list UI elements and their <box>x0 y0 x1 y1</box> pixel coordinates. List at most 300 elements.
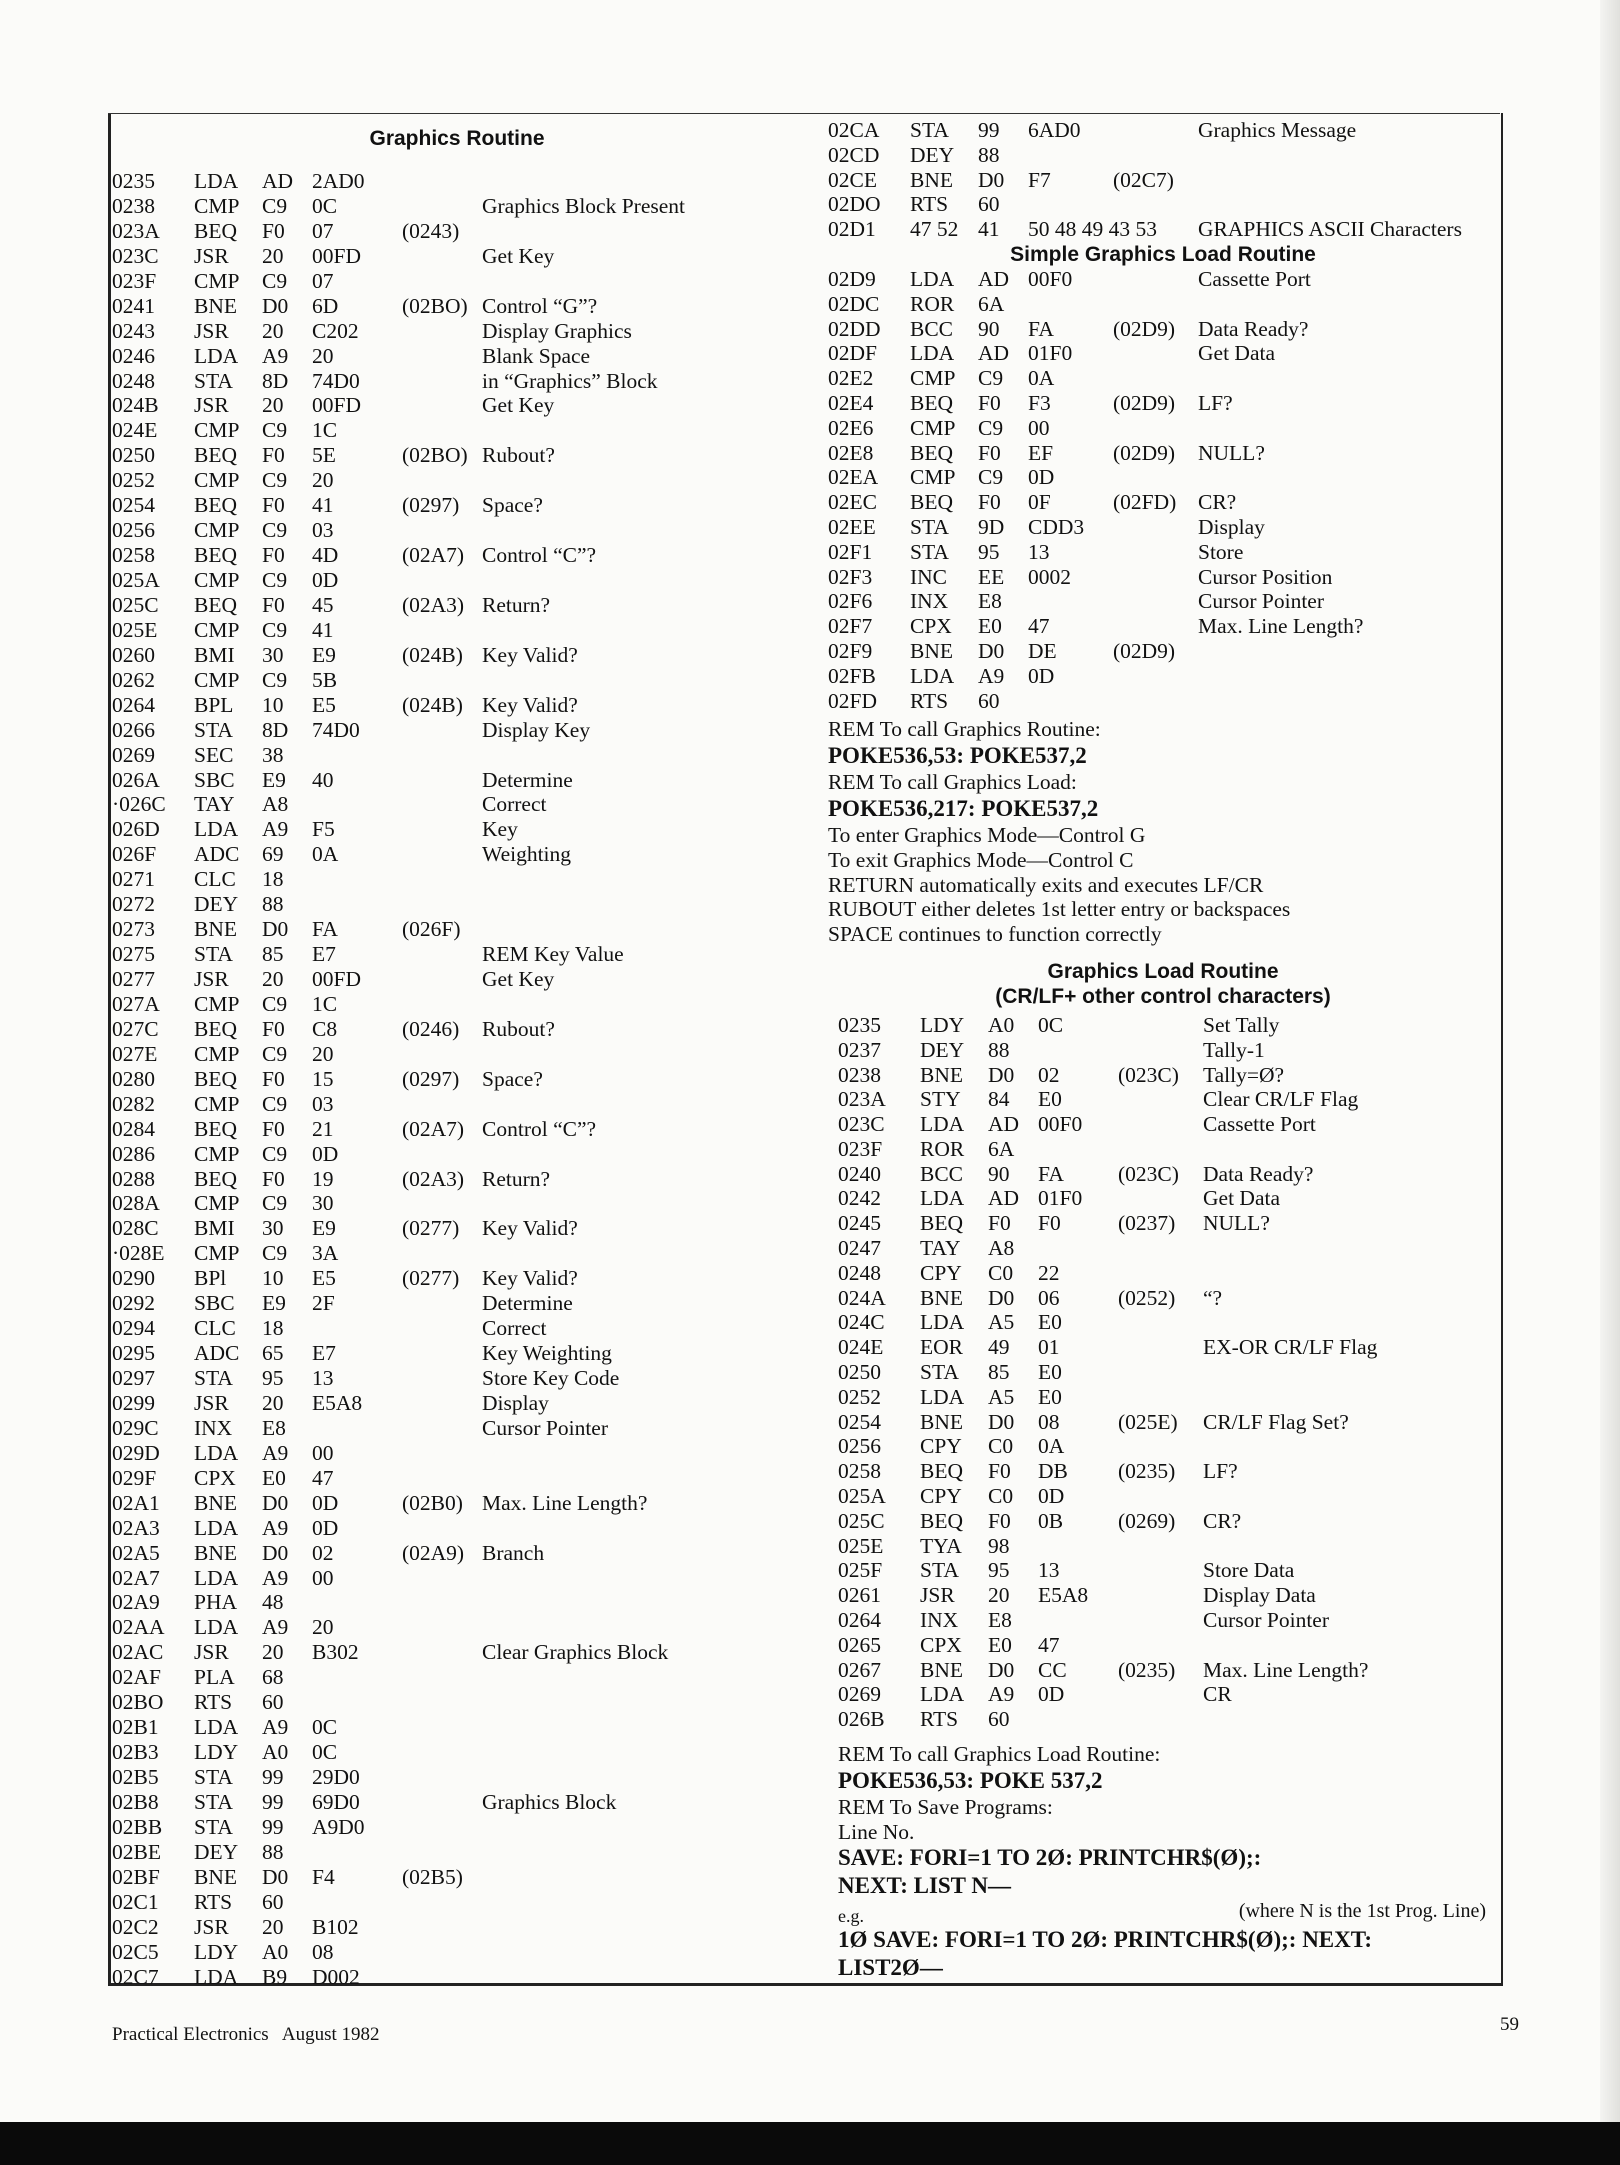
address: 0243 <box>112 318 155 343</box>
example-line2: LIST2Ø— <box>838 1955 943 1981</box>
mnemonic: RTS <box>920 1707 959 1732</box>
listing-row <box>112 568 802 593</box>
operand: 13 <box>1038 1558 1060 1583</box>
mnemonic: STA <box>194 1814 233 1839</box>
address: 02F3 <box>828 564 873 589</box>
opcode: C0 <box>988 1484 1014 1509</box>
address: 026A <box>112 767 160 792</box>
operand: 6D <box>312 293 339 318</box>
branch-target: (02D9) <box>1113 638 1176 663</box>
mnemonic: BCC <box>920 1161 964 1186</box>
address: 025C <box>838 1508 885 1533</box>
address: 026F <box>112 842 157 867</box>
listing-row <box>828 1335 1498 1360</box>
listing-row <box>828 1162 1498 1187</box>
opcode: 20 <box>262 318 284 343</box>
opcode: 30 <box>262 1216 284 1241</box>
listing-row <box>828 366 1498 391</box>
listing-row <box>112 817 802 842</box>
opcode: 8D <box>262 717 289 742</box>
frame-top-rule <box>108 113 1500 114</box>
listing-row <box>828 391 1498 416</box>
opcode: 85 <box>988 1360 1010 1385</box>
listing-row <box>828 416 1498 441</box>
mnemonic: LDA <box>910 266 955 291</box>
mnemonic: LDY <box>194 1740 239 1765</box>
address: 025F <box>838 1558 883 1583</box>
operand: 0D <box>312 568 339 592</box>
address: 024A <box>838 1285 886 1310</box>
mnemonic: BNE <box>194 1490 237 1515</box>
operand: FA <box>312 917 338 942</box>
address: 0284 <box>112 1116 155 1141</box>
opcode: A9 <box>262 1515 289 1540</box>
operand: F3 <box>1028 390 1051 415</box>
opcode: A0 <box>262 1740 289 1765</box>
mnemonic: LDA <box>194 169 239 193</box>
mnemonic: LDA <box>194 1964 239 1989</box>
mnemonic: ROR <box>920 1136 965 1161</box>
comment: Cursor Position <box>1198 564 1333 589</box>
opcode: C9 <box>262 193 288 218</box>
mnemonic: STA <box>194 368 233 393</box>
comment: NULL? <box>1198 440 1265 465</box>
address: 02B1 <box>112 1715 159 1740</box>
address: 0265 <box>838 1632 881 1657</box>
address: 0269 <box>838 1682 881 1707</box>
comment: “? <box>1203 1285 1223 1310</box>
opcode: F0 <box>988 1508 1011 1533</box>
simple-load-heading: Simple Graphics Load Routine <box>1010 242 1316 266</box>
branch-target: (02BO) <box>402 293 468 318</box>
poke-call-load: POKE536,217: POKE537,2 <box>828 795 1099 821</box>
address: 0264 <box>112 692 155 717</box>
opcode: E0 <box>262 1465 286 1490</box>
usage-notes <box>828 717 1498 947</box>
operand: 19 <box>312 1166 334 1191</box>
listing-row <box>112 1466 802 1491</box>
opcode: C9 <box>262 617 288 642</box>
listing-row <box>828 1558 1498 1583</box>
mnemonic: ADC <box>194 842 240 867</box>
listing-row <box>112 1665 802 1690</box>
operand: 0C <box>312 1740 338 1765</box>
opcode: C9 <box>262 268 288 293</box>
graphics-message-listing <box>828 118 1498 242</box>
operand: 0F <box>1028 490 1051 515</box>
listing-row <box>828 1236 1498 1261</box>
opcode: AD <box>988 1186 1020 1211</box>
opcode: C9 <box>262 468 288 493</box>
opcode: F0 <box>988 1211 1011 1236</box>
listing-row <box>828 1608 1498 1633</box>
address: 02F7 <box>828 614 873 639</box>
mnemonic: BEQ <box>194 1116 237 1141</box>
comment: Weighting <box>482 842 572 867</box>
listing-row <box>828 1410 1498 1435</box>
address: 026B <box>838 1707 885 1732</box>
comment: Max. Line Length? <box>1198 614 1364 639</box>
operand: 0D <box>312 1490 339 1515</box>
address: 0248 <box>838 1260 881 1285</box>
operand: 00 <box>312 1565 334 1590</box>
address: 02F9 <box>828 638 873 663</box>
comment: Display Data <box>1203 1583 1316 1608</box>
opcode: D0 <box>978 638 1005 663</box>
address: 02C7 <box>112 1964 159 1989</box>
listing-row <box>112 792 802 817</box>
address: 0295 <box>112 1341 155 1366</box>
comment: Clear Graphics Block <box>482 1640 669 1665</box>
rem-save-programs: REM To Save Programs: <box>838 1794 1053 1819</box>
left-column <box>112 118 802 1989</box>
mnemonic: STY <box>920 1087 961 1112</box>
listing-row <box>112 668 802 693</box>
opcode: 98 <box>988 1533 1010 1558</box>
line-no-label: Line No. <box>838 1819 915 1844</box>
listing-row <box>828 1038 1498 1063</box>
opcode: C9 <box>262 991 288 1016</box>
address: 02CA <box>828 118 880 142</box>
listing-row <box>112 768 802 793</box>
comment: Store <box>1198 539 1244 564</box>
listing-row <box>112 1566 802 1591</box>
listing-row <box>112 169 802 194</box>
comment: Data Ready? <box>1203 1161 1314 1186</box>
address: 02D1 <box>828 217 876 242</box>
mnemonic: STA <box>910 514 949 539</box>
address: 02CD <box>828 142 880 167</box>
address: 0256 <box>838 1434 881 1459</box>
mnemonic: CMP <box>194 667 240 692</box>
address: 02DD <box>828 316 881 341</box>
address: 0294 <box>112 1316 155 1341</box>
address: 027C <box>112 1016 159 1041</box>
branch-target: (02A9) <box>402 1540 465 1565</box>
comment: in “Graphics” Block <box>482 368 658 393</box>
listing-row <box>112 942 802 967</box>
mnemonic: PHA <box>194 1590 238 1615</box>
operand: FA <box>1038 1161 1064 1186</box>
operand: 0002 <box>1028 564 1071 589</box>
listing-row <box>828 1360 1498 1385</box>
mnemonic: CPX <box>920 1632 962 1657</box>
operand: 02 <box>312 1540 334 1565</box>
listing-row <box>112 867 802 892</box>
operand: C8 <box>312 1016 338 1041</box>
mnemonic: BPl <box>194 1266 227 1291</box>
branch-target: (02B5) <box>402 1864 463 1889</box>
operand: 0A <box>1038 1434 1065 1459</box>
address: 02DC <box>828 291 880 316</box>
opcode: 95 <box>262 1366 284 1390</box>
operand: D002 <box>312 1964 360 1989</box>
opcode: 90 <box>978 316 1000 341</box>
listing-row <box>112 842 802 867</box>
mnemonic: BNE <box>910 638 953 663</box>
opcode: 41 <box>978 217 1000 242</box>
mnemonic: LDA <box>194 1440 239 1465</box>
comment: Display <box>1198 514 1265 539</box>
listing-row <box>112 1191 802 1216</box>
address: 024B <box>112 393 159 418</box>
listing-row <box>112 1017 802 1042</box>
operand: C202 <box>312 318 359 343</box>
listing-row <box>112 1067 802 1092</box>
address: 0256 <box>112 518 155 543</box>
branch-target: (02C7) <box>1113 167 1174 192</box>
branch-target: (02B0) <box>402 1490 463 1515</box>
address: 023F <box>112 268 157 293</box>
opcode: C9 <box>262 418 288 443</box>
mnemonic: STA <box>194 1789 233 1814</box>
comment: Key Valid? <box>482 1216 578 1241</box>
comment: Display Graphics <box>482 318 632 343</box>
comment: CR <box>1203 1682 1232 1707</box>
mnemonic: PLA <box>194 1665 235 1690</box>
note-enter-mode: To enter Graphics Mode—Control G <box>828 822 1146 847</box>
comment: Key <box>482 817 518 842</box>
poke-call-load-routine: POKE536,53: POKE 537,2 <box>838 1767 1103 1793</box>
listing-row <box>112 543 802 568</box>
opcode: E8 <box>988 1608 1012 1633</box>
operand: 20 <box>312 1041 334 1066</box>
mnemonic: RTS <box>194 1690 233 1715</box>
listing-row <box>828 341 1498 366</box>
comment: LF? <box>1198 390 1233 415</box>
mnemonic: LDY <box>920 1012 965 1037</box>
mnemonic: BEQ <box>194 443 237 468</box>
listing-row <box>112 1640 802 1665</box>
opcode: C9 <box>262 1241 288 1266</box>
address: 02B5 <box>112 1765 159 1789</box>
comment: Key Valid? <box>482 692 578 717</box>
address: 024E <box>838 1335 884 1360</box>
comment: CR? <box>1198 490 1237 515</box>
opcode: A9 <box>262 1615 289 1640</box>
address: 02E6 <box>828 415 874 440</box>
opcode: C9 <box>262 1191 288 1216</box>
operand: 15 <box>312 1066 334 1091</box>
opcode: C9 <box>262 1041 288 1066</box>
address: 02A9 <box>112 1590 160 1615</box>
opcode: E0 <box>988 1632 1012 1657</box>
address: 02C5 <box>112 1939 159 1964</box>
comment: Branch <box>482 1540 545 1565</box>
mnemonic: ADC <box>194 1341 240 1366</box>
opcode: 38 <box>262 742 284 767</box>
note-space: SPACE continues to function correctly <box>828 922 1162 947</box>
operand: 0A <box>1028 366 1055 391</box>
mnemonic: CLC <box>194 1316 236 1341</box>
address: 029D <box>112 1440 160 1465</box>
opcode: C9 <box>978 366 1004 391</box>
comment: Get Data <box>1203 1186 1281 1211</box>
address: 02EA <box>828 465 879 490</box>
address: 023F <box>838 1136 883 1161</box>
listing-row <box>828 689 1498 714</box>
opcode: C9 <box>262 1091 288 1116</box>
branch-target: (02BO) <box>402 443 468 468</box>
example-line1: 1Ø SAVE: FORI=1 TO 2Ø: PRINTCHR$(Ø);: NEXT: <box>838 1927 1373 1953</box>
listing-row <box>112 393 802 418</box>
mnemonic: CMP <box>194 418 240 443</box>
listing-row <box>112 1416 802 1441</box>
address: 02EE <box>828 514 876 539</box>
comment: Rubout? <box>482 443 555 468</box>
operand: 00FD <box>312 393 361 418</box>
mnemonic: SBC <box>194 767 235 792</box>
listing-row <box>112 244 802 269</box>
opcode: EE <box>978 564 1005 589</box>
comment: EX-OR CR/LF Flag <box>1203 1335 1378 1360</box>
opcode: 65 <box>262 1341 284 1366</box>
listing-row <box>112 518 802 543</box>
operand: 08 <box>312 1939 334 1964</box>
mnemonic: BEQ <box>910 440 953 465</box>
opcode: A0 <box>262 1939 289 1964</box>
mnemonic: INX <box>194 1415 233 1440</box>
operand: 03 <box>312 1091 334 1116</box>
operand: 1C <box>312 418 338 443</box>
operand: 02 <box>1038 1062 1060 1087</box>
graphics-load-listing <box>828 1013 1498 1732</box>
comment: Control “C”? <box>482 1116 597 1141</box>
listing-row <box>112 219 802 244</box>
opcode: F0 <box>262 543 285 568</box>
listing-row <box>828 664 1498 689</box>
listing-row <box>828 118 1498 143</box>
where-note: (where N is the 1st Prog. Line) <box>1238 1900 1486 1923</box>
poke-call-graphics: POKE536,53: POKE537,2 <box>828 743 1087 769</box>
comment: Key Weighting <box>482 1341 612 1366</box>
comment: Get Key <box>482 967 555 991</box>
operand: 20 <box>312 1615 334 1640</box>
opcode: D0 <box>262 1864 289 1889</box>
opcode: A5 <box>988 1310 1015 1335</box>
branch-target: (02D9) <box>1113 390 1176 415</box>
address: 0238 <box>112 193 155 218</box>
address: 025C <box>112 592 159 617</box>
address: 02C1 <box>112 1889 159 1914</box>
listing-row <box>112 693 802 718</box>
address: 0238 <box>838 1062 881 1087</box>
operand: B102 <box>312 1914 359 1939</box>
address: 0282 <box>112 1091 155 1116</box>
address: 0242 <box>838 1186 881 1211</box>
listing-row <box>112 892 802 917</box>
listing-row <box>112 468 802 493</box>
address: 0237 <box>838 1037 881 1062</box>
operand: 20 <box>312 468 334 493</box>
rem-call-load-routine: REM To call Graphics Load Routine: <box>838 1742 1161 1767</box>
operand: 30 <box>312 1191 334 1216</box>
address: 02E4 <box>828 390 874 415</box>
mnemonic: CMP <box>194 1141 240 1166</box>
branch-target: (0277) <box>402 1266 460 1291</box>
listing-row <box>112 1740 802 1765</box>
mnemonic: STA <box>194 717 233 742</box>
opcode: 60 <box>978 688 1000 713</box>
listing-row <box>828 317 1498 342</box>
listing-row <box>112 1491 802 1516</box>
mnemonic: DEY <box>920 1037 965 1062</box>
listing-row <box>112 1940 802 1965</box>
listing-row <box>828 639 1498 664</box>
opcode: 60 <box>978 192 1000 217</box>
comment: Blank Space <box>482 343 591 368</box>
comment: Determine <box>482 1291 573 1316</box>
address: 0288 <box>112 1166 155 1191</box>
note-exit-mode: To exit Graphics Mode—Control C <box>828 847 1134 872</box>
operand: 3A <box>312 1241 339 1266</box>
operand: 41 <box>312 617 334 642</box>
operand: 00F0 <box>1038 1112 1083 1137</box>
listing-row <box>828 540 1498 565</box>
operand: 00FD <box>312 243 361 268</box>
branch-target: (0277) <box>402 1216 460 1241</box>
example-label-row <box>838 1900 1498 1926</box>
mnemonic: BEQ <box>194 218 237 243</box>
branch-target: (02A3) <box>402 1166 465 1191</box>
mnemonic: BEQ <box>194 592 237 617</box>
comment: CR? <box>1203 1508 1242 1533</box>
address: 023A <box>112 218 160 243</box>
mnemonic: JSR <box>194 1640 229 1665</box>
mnemonic: LDA <box>910 663 955 688</box>
mnemonic: CMP <box>194 991 240 1016</box>
address: 0273 <box>112 917 155 942</box>
address: 025A <box>112 568 160 592</box>
mnemonic: STA <box>194 1765 233 1789</box>
listing-row <box>112 1341 802 1366</box>
opcode: 20 <box>262 393 284 418</box>
listing-row <box>828 515 1498 540</box>
address: 02A7 <box>112 1565 160 1590</box>
comment: CR/LF Flag Set? <box>1203 1409 1349 1434</box>
branch-target: (0297) <box>402 493 460 518</box>
opcode: C0 <box>988 1260 1014 1285</box>
listing-row <box>112 992 802 1017</box>
operand: E5A8 <box>1038 1583 1089 1608</box>
listing-row <box>828 1434 1498 1459</box>
operand: 41 <box>312 493 334 518</box>
mnemonic: BEQ <box>920 1211 963 1236</box>
mnemonic: INX <box>920 1608 959 1633</box>
listing-row <box>828 1682 1498 1707</box>
save-command-line2: NEXT: LIST N— <box>838 1873 1011 1899</box>
branch-target: (023C) <box>1118 1062 1179 1087</box>
address: 0297 <box>112 1366 155 1390</box>
listing-row <box>828 1013 1498 1038</box>
listing-row <box>828 1509 1498 1534</box>
mnemonic: LDY <box>194 1939 239 1964</box>
mnemonic: STA <box>910 118 949 142</box>
mnemonic: CMP <box>194 518 240 543</box>
mnemonic: CMP <box>194 1241 240 1266</box>
address: 027A <box>112 991 160 1016</box>
address: 0241 <box>112 293 155 318</box>
operand: 2AD0 <box>312 169 365 193</box>
opcode: 69 <box>262 842 284 867</box>
operand: 6AD0 <box>1028 118 1081 142</box>
opcode: 18 <box>262 867 284 892</box>
mnemonic: LDA <box>920 1384 965 1409</box>
address: 0267 <box>838 1657 881 1682</box>
mnemonic: DEY <box>910 142 955 167</box>
address: 0262 <box>112 667 155 692</box>
address: 02AA <box>112 1615 165 1640</box>
